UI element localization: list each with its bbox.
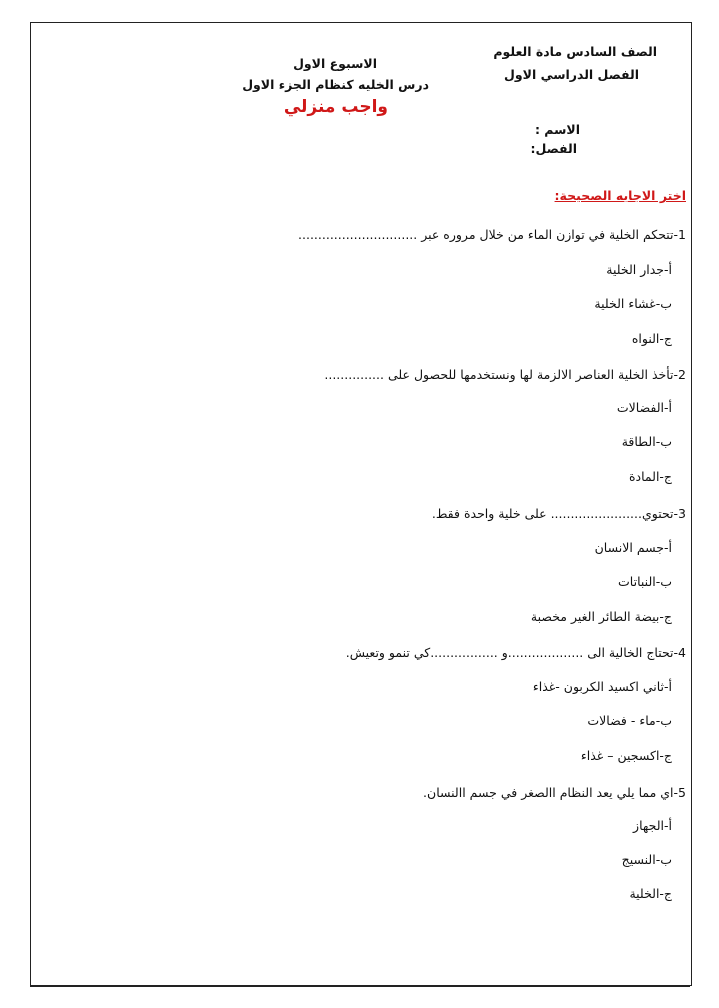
q2-option-b: ب-الطاقة xyxy=(621,434,672,449)
question-text: -تحتاج الخالية الى ...................و .................كي تنمو وتعيش. xyxy=(345,645,679,660)
homework-title: واجب منزلي xyxy=(283,97,388,117)
q3-option-c: ج-بيضة الطائر الغير مخصبة xyxy=(530,609,672,624)
q5-option-b: ب-النسيج xyxy=(621,852,672,867)
q3-option-b: ب-النباتات xyxy=(618,574,672,589)
question-number: 2 xyxy=(678,367,686,382)
question-number: 1 xyxy=(678,227,686,242)
q1-option-c: ج-النواه xyxy=(631,331,672,346)
question-number: 3 xyxy=(678,506,686,521)
semester: الفصل الدراسي الاول xyxy=(504,67,639,82)
question-text: -تحتوي....................... على خلية واحدة فقط. xyxy=(431,506,679,521)
class-label: الفصل: xyxy=(530,141,577,156)
q4-option-b: ب-ماء - فضالات xyxy=(587,713,672,728)
question-number: 4 xyxy=(678,645,686,660)
question-3 xyxy=(432,506,686,521)
q2-option-a: أ-الفضالات xyxy=(616,400,672,415)
question-text: -تأخذ الخلية العناصر الالزمة لها ونستخدمها للحصول على ............... xyxy=(324,367,679,382)
question-text: -تتحكم الخلية في توازن الماء من خلال مروره عبر .............................. xyxy=(298,227,679,242)
q4-option-a: أ-ثاني اكسيد الكربون -غذاء xyxy=(532,679,672,694)
q5-option-a: أ-الجهاز xyxy=(633,818,672,833)
question-1 xyxy=(298,227,686,242)
q3-option-a: أ-جسم الانسان xyxy=(594,540,672,555)
q4-option-c: ج-اكسجين – غذاء xyxy=(580,748,672,763)
question-2 xyxy=(324,367,686,382)
name-label: الاسم : xyxy=(534,122,580,137)
page-border xyxy=(30,22,692,986)
question-5 xyxy=(423,785,686,800)
q1-option-b: ب-غشاء الخلية xyxy=(594,296,672,311)
lesson-title: درس الخليه كنظام الجزء الاول xyxy=(242,77,429,92)
page-bottom-rule xyxy=(30,986,690,987)
question-text: -اي مما يلي يعد النظام االصغر في جسم االنسان. xyxy=(423,785,679,800)
q2-option-c: ج-المادة xyxy=(628,469,672,484)
question-number: 5 xyxy=(678,785,686,800)
instruction: اختر الاجابه الصحيحة: xyxy=(554,188,686,203)
question-4 xyxy=(346,645,686,660)
week-title: الاسبوع الاول xyxy=(293,56,377,71)
q5-option-c: ج-الخلية xyxy=(629,886,672,901)
grade-subject: الصف السادس مادة العلوم xyxy=(493,44,657,59)
q1-option-a: أ-جدار الخلية xyxy=(606,262,672,277)
